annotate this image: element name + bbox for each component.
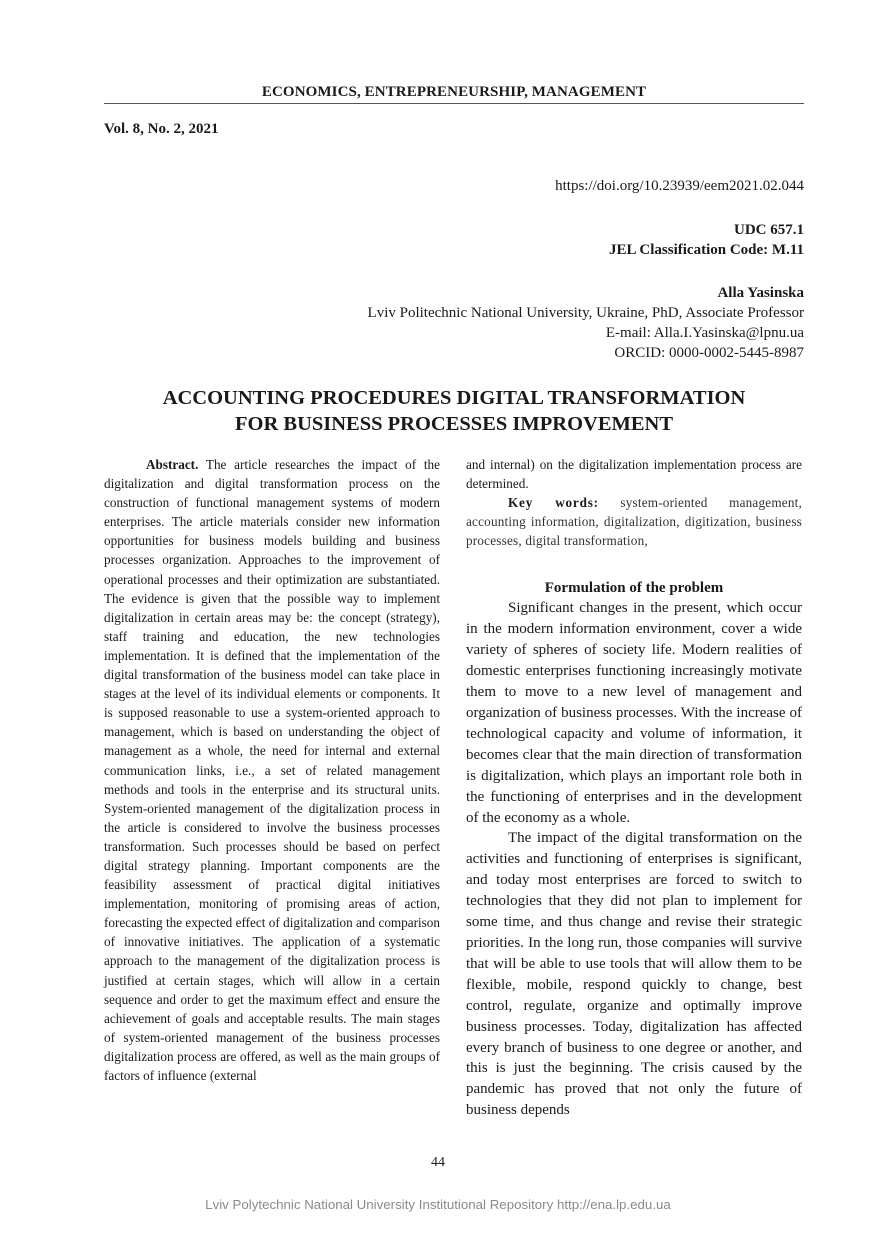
abstract-paragraph <box>104 455 440 1085</box>
body-paragraph: The impact of the digital transformation on the activities and functioning of enterprises is significant, and today most enterprises are forced to switch to technologies that they did not plan to implement for some time, and thus change and revise their strategic priorities. In the long run, those companies will survive that will be able to use tools that will allow them to be flexible, mobile, respond quickly to change, best control, regulate, organize and optimally improve business processes. Today, digitalization has affected every branch of business to one degree or another, and this is just the beginning. The crisis caused by the pandemic has proved that not only the future of business depends <box>466 830 802 1119</box>
keywords-label: Key words: <box>508 495 599 511</box>
abstract-continuation: and internal) on the digitalization implementation process are determined. <box>466 457 802 492</box>
journal-header: ECONOMICS, ENTREPRENEURSHIP, MANAGEMENT <box>261 84 647 100</box>
repository-footer: Lviv Polytechnic National University Institutional Repository http://ena.lp.edu.ua <box>205 1197 671 1212</box>
author-affiliation: Lviv Politechnic National University, Ukraine, PhD, Associate Professor <box>367 305 804 321</box>
jel-code: JEL Classification Code: M.11 <box>608 242 804 258</box>
classification-block <box>609 220 804 260</box>
author-email[interactable]: E-mail: Alla.I.Yasinska@lpnu.ua <box>605 325 804 341</box>
keywords-paragraph <box>466 493 802 550</box>
header-divider <box>104 103 804 104</box>
author-block <box>368 283 804 363</box>
article-title <box>104 385 804 437</box>
right-column <box>466 455 802 1121</box>
section-heading: Formulation of the problem <box>544 580 724 597</box>
abstract-text: The article researches the impact of the digitalization and digital transformation process on the construction of functional management systems of modern enterprises. The article materials consider new information opportunities for business models building and business processes organization. Approaches to the improvement of operational processes and their optimization are substantiated. The evidence is given that the possible way to implement digitalization in certain areas may be: the concept (strategy), staff training and education, the new technologies implementation. It is defined that the implementation of the digital transformation of the business model can take place in stages at the level of its individual elements or components. It is supposed reasonable to use a system-oriented approach to management, which is based on understanding the object of management as a whole, the need for internal and external communication links, i.e., a set of related management methods and tools in the enterprise and its structural units. System-oriented management of the digitalization process in the article is considered to involve the business processes transformation. Such processes should be based on perfect digital strategy planning. Important components are the feasibility assessment of practical digital initiatives implementation, monitoring of promising areas of action, forecasting the expected effect of digitalization and comparison of innovative initiatives. The application of a systematic approach to the management of the digitalization process is justified at certain stages, which will allow in a certain sequence and order to get the maximum effect and ensure the achievement of goals and acceptable results. The main stages of system-oriented management of the business processes digitalization process are offered, as well as the main groups of factors of influence (external <box>104 457 440 1083</box>
udc-code: UDC 657.1 <box>734 222 804 238</box>
left-column <box>104 455 440 1085</box>
author-name: Alla Yasinska <box>717 285 804 301</box>
doi-link[interactable]: https://doi.org/10.23939/eem2021.02.044 <box>555 178 804 194</box>
page-number: 44 <box>431 1155 445 1170</box>
title-line-1: ACCOUNTING PROCEDURES DIGITAL TRANSFORMATION <box>162 387 746 409</box>
title-line-2: FOR BUSINESS PROCESSES IMPROVEMENT <box>235 413 673 435</box>
keywords-text: system-oriented management, accounting information, digitalization, digitization, business processes, digital transformation, <box>466 495 802 549</box>
volume-issue: Vol. 8, No. 2, 2021 <box>104 121 219 137</box>
author-orcid[interactable]: ORCID: 0000-0002-5445-8987 <box>614 345 804 361</box>
abstract-label: Abstract. <box>146 457 199 472</box>
body-paragraph: Significant changes in the present, which occur in the modern information environment, cover a wide variety of spheres of society life. Modern realities of domestic enterprises functioning increasingly motivate them to move to a new level of management and organization of business processes. With the increase of technological capacity and volume of information, it becomes clear that the main direction of transformation is digitalization, which plays an important role both in the functioning of enterprises and in the development of the economy as a whole. <box>466 600 802 826</box>
